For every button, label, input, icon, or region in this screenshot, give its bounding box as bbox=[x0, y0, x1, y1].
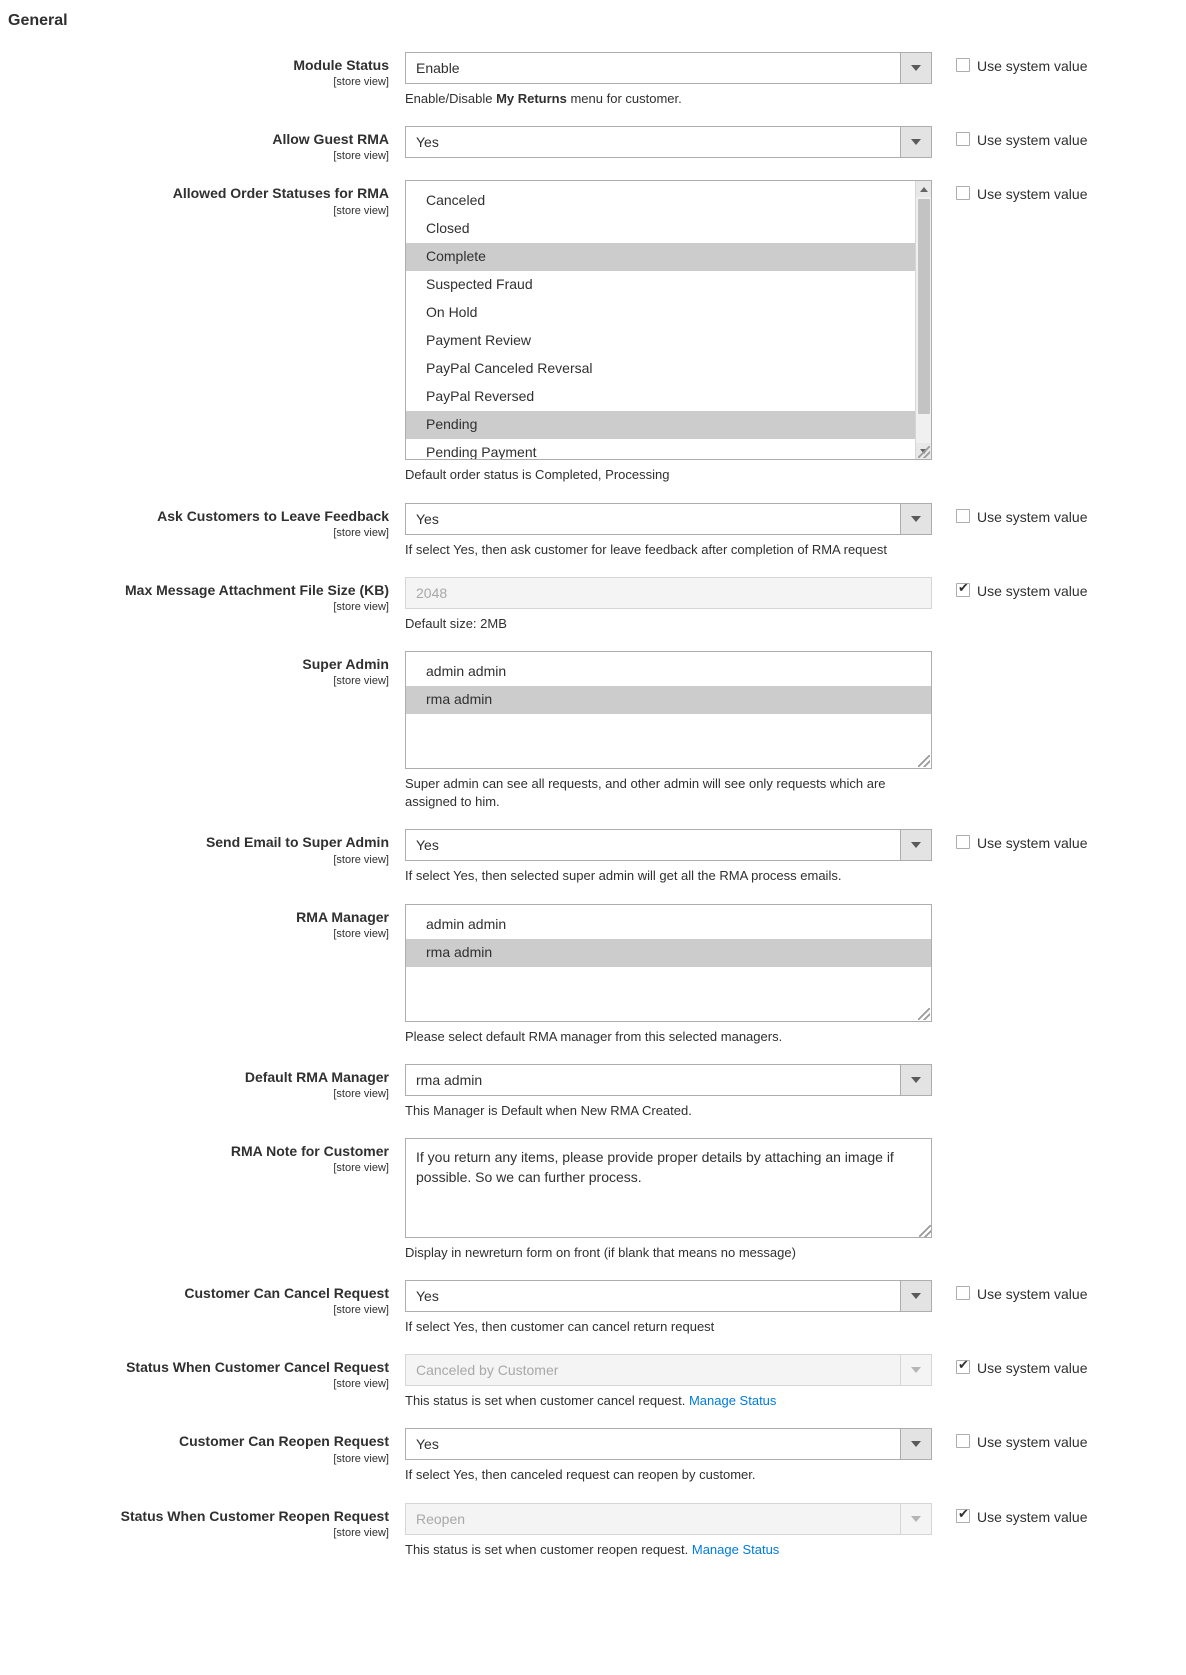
label-customer-can-cancel bbox=[0, 1280, 405, 1316]
label-ask-feedback bbox=[0, 503, 405, 539]
scope-label: [store view] bbox=[333, 76, 389, 89]
customer-can-cancel-value[interactable]: Yes bbox=[405, 1280, 932, 1312]
chevron-down-icon[interactable] bbox=[900, 53, 931, 83]
label-super-admin bbox=[0, 651, 405, 687]
use-system-max-attachment-size bbox=[932, 577, 1087, 598]
allowed-order-statuses-multiselect[interactable] bbox=[405, 180, 932, 460]
list-item[interactable]: admin admin bbox=[426, 662, 507, 679]
status-reopen-note bbox=[405, 1541, 932, 1559]
multiselect-scrollbar[interactable] bbox=[915, 181, 931, 459]
list-item[interactable]: Pending Payment bbox=[426, 444, 537, 461]
scope-label: [store view] bbox=[333, 853, 389, 866]
field-label: RMA Manager bbox=[296, 908, 389, 925]
send-email-super-admin-note: If select Yes, then selected super admin will get all the RMA process emails. bbox=[405, 868, 842, 884]
customer-can-cancel-select[interactable] bbox=[405, 1280, 932, 1312]
field-label: Max Message Attachment File Size (KB) bbox=[125, 581, 389, 598]
field-ask-feedback bbox=[0, 503, 1186, 559]
scrollbar-thumb[interactable] bbox=[918, 199, 930, 414]
control-status-cancel bbox=[405, 1354, 932, 1410]
list-item[interactable]: PayPal Reversed bbox=[426, 388, 535, 405]
note-text-post: menu for customer. bbox=[566, 91, 682, 106]
label-rma-note-customer bbox=[0, 1138, 405, 1174]
label-allowed-order-statuses bbox=[0, 180, 405, 216]
list-item[interactable]: rma admin bbox=[406, 686, 931, 714]
field-label: RMA Note for Customer bbox=[230, 1142, 389, 1159]
label-status-reopen bbox=[0, 1503, 405, 1539]
rma-manager-list bbox=[406, 905, 931, 967]
control-allowed-order-statuses bbox=[405, 180, 932, 484]
use-system-label: Use system value bbox=[977, 1360, 1088, 1377]
resize-handle[interactable] bbox=[918, 755, 930, 767]
use-system-send-email-super-admin bbox=[932, 829, 1087, 850]
use-system-module-status bbox=[932, 52, 1087, 73]
control-max-attachment-size bbox=[405, 577, 932, 633]
use-system-label: Use system value bbox=[977, 582, 1088, 599]
default-rma-manager-note: This Manager is Default when New RMA Created. bbox=[405, 1102, 692, 1118]
list-item[interactable]: On Hold bbox=[426, 304, 478, 321]
use-system-status-reopen bbox=[932, 1503, 1087, 1524]
field-label: Send Email to Super Admin bbox=[205, 834, 389, 851]
list-item[interactable]: Complete bbox=[406, 243, 931, 271]
field-allow-guest-rma bbox=[0, 126, 1186, 162]
label-allow-guest-rma bbox=[0, 126, 405, 162]
list-item[interactable]: rma admin bbox=[406, 939, 931, 967]
field-module-status bbox=[0, 52, 1186, 108]
scroll-up-icon[interactable] bbox=[916, 181, 932, 197]
list-item[interactable]: Suspected Fraud bbox=[426, 276, 533, 293]
use-system-checkbox[interactable] bbox=[956, 132, 970, 146]
label-module-status bbox=[0, 52, 405, 88]
chevron-down-icon bbox=[900, 1355, 931, 1385]
chevron-down-icon[interactable] bbox=[900, 504, 931, 534]
scope-label: [store view] bbox=[333, 1087, 389, 1100]
manage-status-link[interactable]: Manage Status bbox=[688, 1393, 777, 1409]
control-ask-feedback bbox=[405, 503, 932, 559]
use-system-label: Use system value bbox=[977, 835, 1088, 852]
chevron-down-icon[interactable] bbox=[900, 127, 931, 157]
label-customer-can-reopen bbox=[0, 1428, 405, 1464]
field-customer-can-reopen bbox=[0, 1428, 1186, 1484]
use-system-label: Use system value bbox=[977, 1508, 1088, 1525]
field-label: Status When Customer Reopen Request bbox=[120, 1507, 389, 1524]
use-system-label: Use system value bbox=[977, 58, 1088, 74]
scope-label: [store view] bbox=[333, 1162, 389, 1175]
use-system-label: Use system value bbox=[977, 1286, 1088, 1303]
use-system-ask-feedback bbox=[932, 503, 1087, 524]
status-cancel-note bbox=[405, 1392, 932, 1410]
rma-note-textarea-wrap bbox=[405, 1138, 932, 1238]
list-item[interactable]: PayPal Canceled Reversal bbox=[426, 360, 593, 377]
use-system-status-cancel bbox=[932, 1354, 1087, 1375]
field-label: Allow Guest RMA bbox=[272, 131, 389, 148]
label-send-email-super-admin bbox=[0, 829, 405, 865]
module-status-value[interactable]: Enable bbox=[405, 52, 932, 84]
field-label: Default RMA Manager bbox=[244, 1068, 389, 1085]
use-system-label: Use system value bbox=[977, 1434, 1088, 1451]
use-system-label: Use system value bbox=[977, 508, 1088, 525]
list-item[interactable]: Canceled bbox=[426, 192, 486, 209]
use-system-customer-can-reopen bbox=[932, 1428, 1087, 1449]
field-allowed-order-statuses bbox=[0, 180, 1186, 484]
status-cancel-select[interactable] bbox=[405, 1354, 932, 1386]
label-max-attachment-size bbox=[0, 577, 405, 613]
control-status-reopen bbox=[405, 1503, 932, 1559]
module-status-note bbox=[405, 90, 932, 108]
list-item[interactable]: Payment Review bbox=[426, 332, 532, 349]
chevron-down-icon[interactable] bbox=[900, 1281, 931, 1311]
ask-feedback-note: If select Yes, then ask customer for leave feedback after completion of RMA request bbox=[405, 541, 887, 557]
field-label: Customer Can Cancel Request bbox=[184, 1285, 389, 1302]
scope-label: [store view] bbox=[333, 1378, 389, 1391]
list-item[interactable]: admin admin bbox=[426, 915, 507, 932]
customer-can-reopen-note: If select Yes, then canceled request can reopen by customer. bbox=[405, 1467, 756, 1483]
send-email-super-admin-select[interactable] bbox=[405, 829, 932, 861]
max-attachment-size-input[interactable]: 2048 bbox=[405, 577, 932, 609]
control-customer-can-cancel bbox=[405, 1280, 932, 1336]
use-system-checkbox[interactable] bbox=[956, 58, 970, 72]
use-system-checkbox[interactable] bbox=[956, 1286, 970, 1300]
chevron-down-icon bbox=[900, 1504, 931, 1534]
scope-label: [store view] bbox=[333, 675, 389, 688]
control-customer-can-reopen bbox=[405, 1428, 932, 1484]
allow-guest-rma-value[interactable]: Yes bbox=[405, 126, 932, 158]
order-status-list bbox=[406, 181, 931, 460]
field-label: Allowed Order Statuses for RMA bbox=[172, 185, 389, 202]
status-reopen-value[interactable]: Reopen bbox=[405, 1503, 932, 1535]
use-system-checkbox[interactable] bbox=[956, 1360, 970, 1374]
resize-handle[interactable] bbox=[918, 446, 930, 458]
rma-manager-multiselect[interactable] bbox=[405, 904, 932, 1022]
super-admin-note: Super admin can see all requests, and other admin will see only requests which are assigned to him. bbox=[405, 775, 886, 810]
scope-label: [store view] bbox=[333, 600, 389, 613]
label-status-cancel bbox=[0, 1354, 405, 1390]
customer-can-reopen-value[interactable]: Yes bbox=[405, 1428, 932, 1460]
rma-manager-note: Please select default RMA manager from this selected managers. bbox=[405, 1028, 783, 1044]
rma-note-textarea[interactable]: If you return any items, please provide proper details by attaching an image if possible. So we can further process. bbox=[405, 1138, 932, 1238]
field-rma-note-customer bbox=[0, 1138, 1186, 1262]
allow-guest-rma-select[interactable] bbox=[405, 126, 932, 158]
field-label: Super Admin bbox=[302, 655, 389, 672]
note-text-bold: My Returns bbox=[496, 91, 567, 106]
control-rma-manager bbox=[405, 904, 932, 1046]
page-title: General bbox=[8, 12, 68, 29]
field-rma-manager bbox=[0, 904, 1186, 1046]
label-rma-manager bbox=[0, 904, 405, 940]
use-system-checkbox[interactable] bbox=[956, 1434, 970, 1448]
send-email-super-admin-value[interactable]: Yes bbox=[405, 829, 932, 861]
scope-label: [store view] bbox=[333, 1452, 389, 1465]
scope-label: [store view] bbox=[333, 1304, 389, 1317]
customer-can-reopen-select[interactable] bbox=[405, 1428, 932, 1460]
resize-handle[interactable] bbox=[919, 1225, 931, 1237]
chevron-down-icon[interactable] bbox=[900, 1429, 931, 1459]
field-status-cancel bbox=[0, 1354, 1186, 1410]
field-customer-can-cancel bbox=[0, 1280, 1186, 1336]
chevron-down-icon[interactable] bbox=[900, 1065, 931, 1095]
default-rma-manager-value[interactable]: rma admin bbox=[405, 1064, 932, 1096]
list-item[interactable]: Closed bbox=[426, 220, 470, 237]
scope-label: [store view] bbox=[333, 927, 389, 940]
field-super-admin bbox=[0, 651, 1186, 811]
control-module-status bbox=[405, 52, 932, 108]
field-max-attachment-size bbox=[0, 577, 1186, 633]
max-attachment-size-note: Default size: 2MB bbox=[405, 615, 507, 631]
allowed-order-statuses-note: Default order status is Completed, Processing bbox=[405, 467, 670, 483]
use-system-label: Use system value bbox=[977, 132, 1088, 149]
note-text-pre: Enable/Disable bbox=[405, 91, 497, 106]
ask-feedback-select[interactable] bbox=[405, 503, 932, 535]
field-status-reopen bbox=[0, 1503, 1186, 1559]
field-label: Ask Customers to Leave Feedback bbox=[157, 507, 389, 524]
control-send-email-super-admin bbox=[405, 829, 932, 885]
super-admin-list bbox=[406, 652, 931, 714]
control-rma-note-customer bbox=[405, 1138, 932, 1262]
use-system-customer-can-cancel bbox=[932, 1280, 1087, 1301]
field-send-email-super-admin bbox=[0, 829, 1186, 885]
control-super-admin bbox=[405, 651, 932, 811]
resize-handle[interactable] bbox=[918, 1008, 930, 1020]
use-system-checkbox[interactable] bbox=[956, 186, 970, 200]
field-label: Status When Customer Cancel Request bbox=[126, 1359, 389, 1376]
scope-label: [store view] bbox=[333, 204, 389, 217]
scope-label: [store view] bbox=[333, 150, 389, 163]
ask-feedback-value[interactable]: Yes bbox=[405, 503, 932, 535]
default-rma-manager-select[interactable] bbox=[405, 1064, 932, 1096]
use-system-checkbox[interactable] bbox=[956, 583, 970, 597]
field-label: Customer Can Reopen Request bbox=[178, 1433, 389, 1450]
use-system-allowed-order-statuses bbox=[932, 180, 1087, 201]
control-allow-guest-rma bbox=[405, 126, 932, 158]
status-cancel-value[interactable]: Canceled by Customer bbox=[405, 1354, 932, 1386]
manage-status-link[interactable]: Manage Status bbox=[691, 1541, 780, 1557]
list-item[interactable]: Pending bbox=[406, 411, 931, 439]
scope-label: [store view] bbox=[333, 526, 389, 539]
label-default-rma-manager bbox=[0, 1064, 405, 1100]
status-reopen-select[interactable] bbox=[405, 1503, 932, 1535]
scope-label: [store view] bbox=[333, 1526, 389, 1539]
note-text: This status is set when customer cancel request. bbox=[405, 1393, 689, 1409]
rma-note-customer-note: Display in newreturn form on front (if blank that means no message) bbox=[405, 1244, 796, 1260]
field-default-rma-manager bbox=[0, 1064, 1186, 1120]
use-system-allow-guest-rma bbox=[932, 126, 1087, 147]
note-text: This status is set when customer reopen request. bbox=[405, 1541, 692, 1557]
use-system-label: Use system value bbox=[977, 186, 1088, 203]
super-admin-multiselect[interactable] bbox=[405, 651, 932, 769]
use-system-checkbox[interactable] bbox=[956, 509, 970, 523]
chevron-down-icon[interactable] bbox=[900, 830, 931, 860]
module-status-select[interactable] bbox=[405, 52, 932, 84]
field-label: Module Status bbox=[293, 57, 389, 73]
use-system-checkbox[interactable] bbox=[956, 835, 970, 849]
customer-can-cancel-note: If select Yes, then customer can cancel return request bbox=[405, 1319, 715, 1335]
control-default-rma-manager bbox=[405, 1064, 932, 1120]
use-system-checkbox[interactable] bbox=[956, 1509, 970, 1523]
